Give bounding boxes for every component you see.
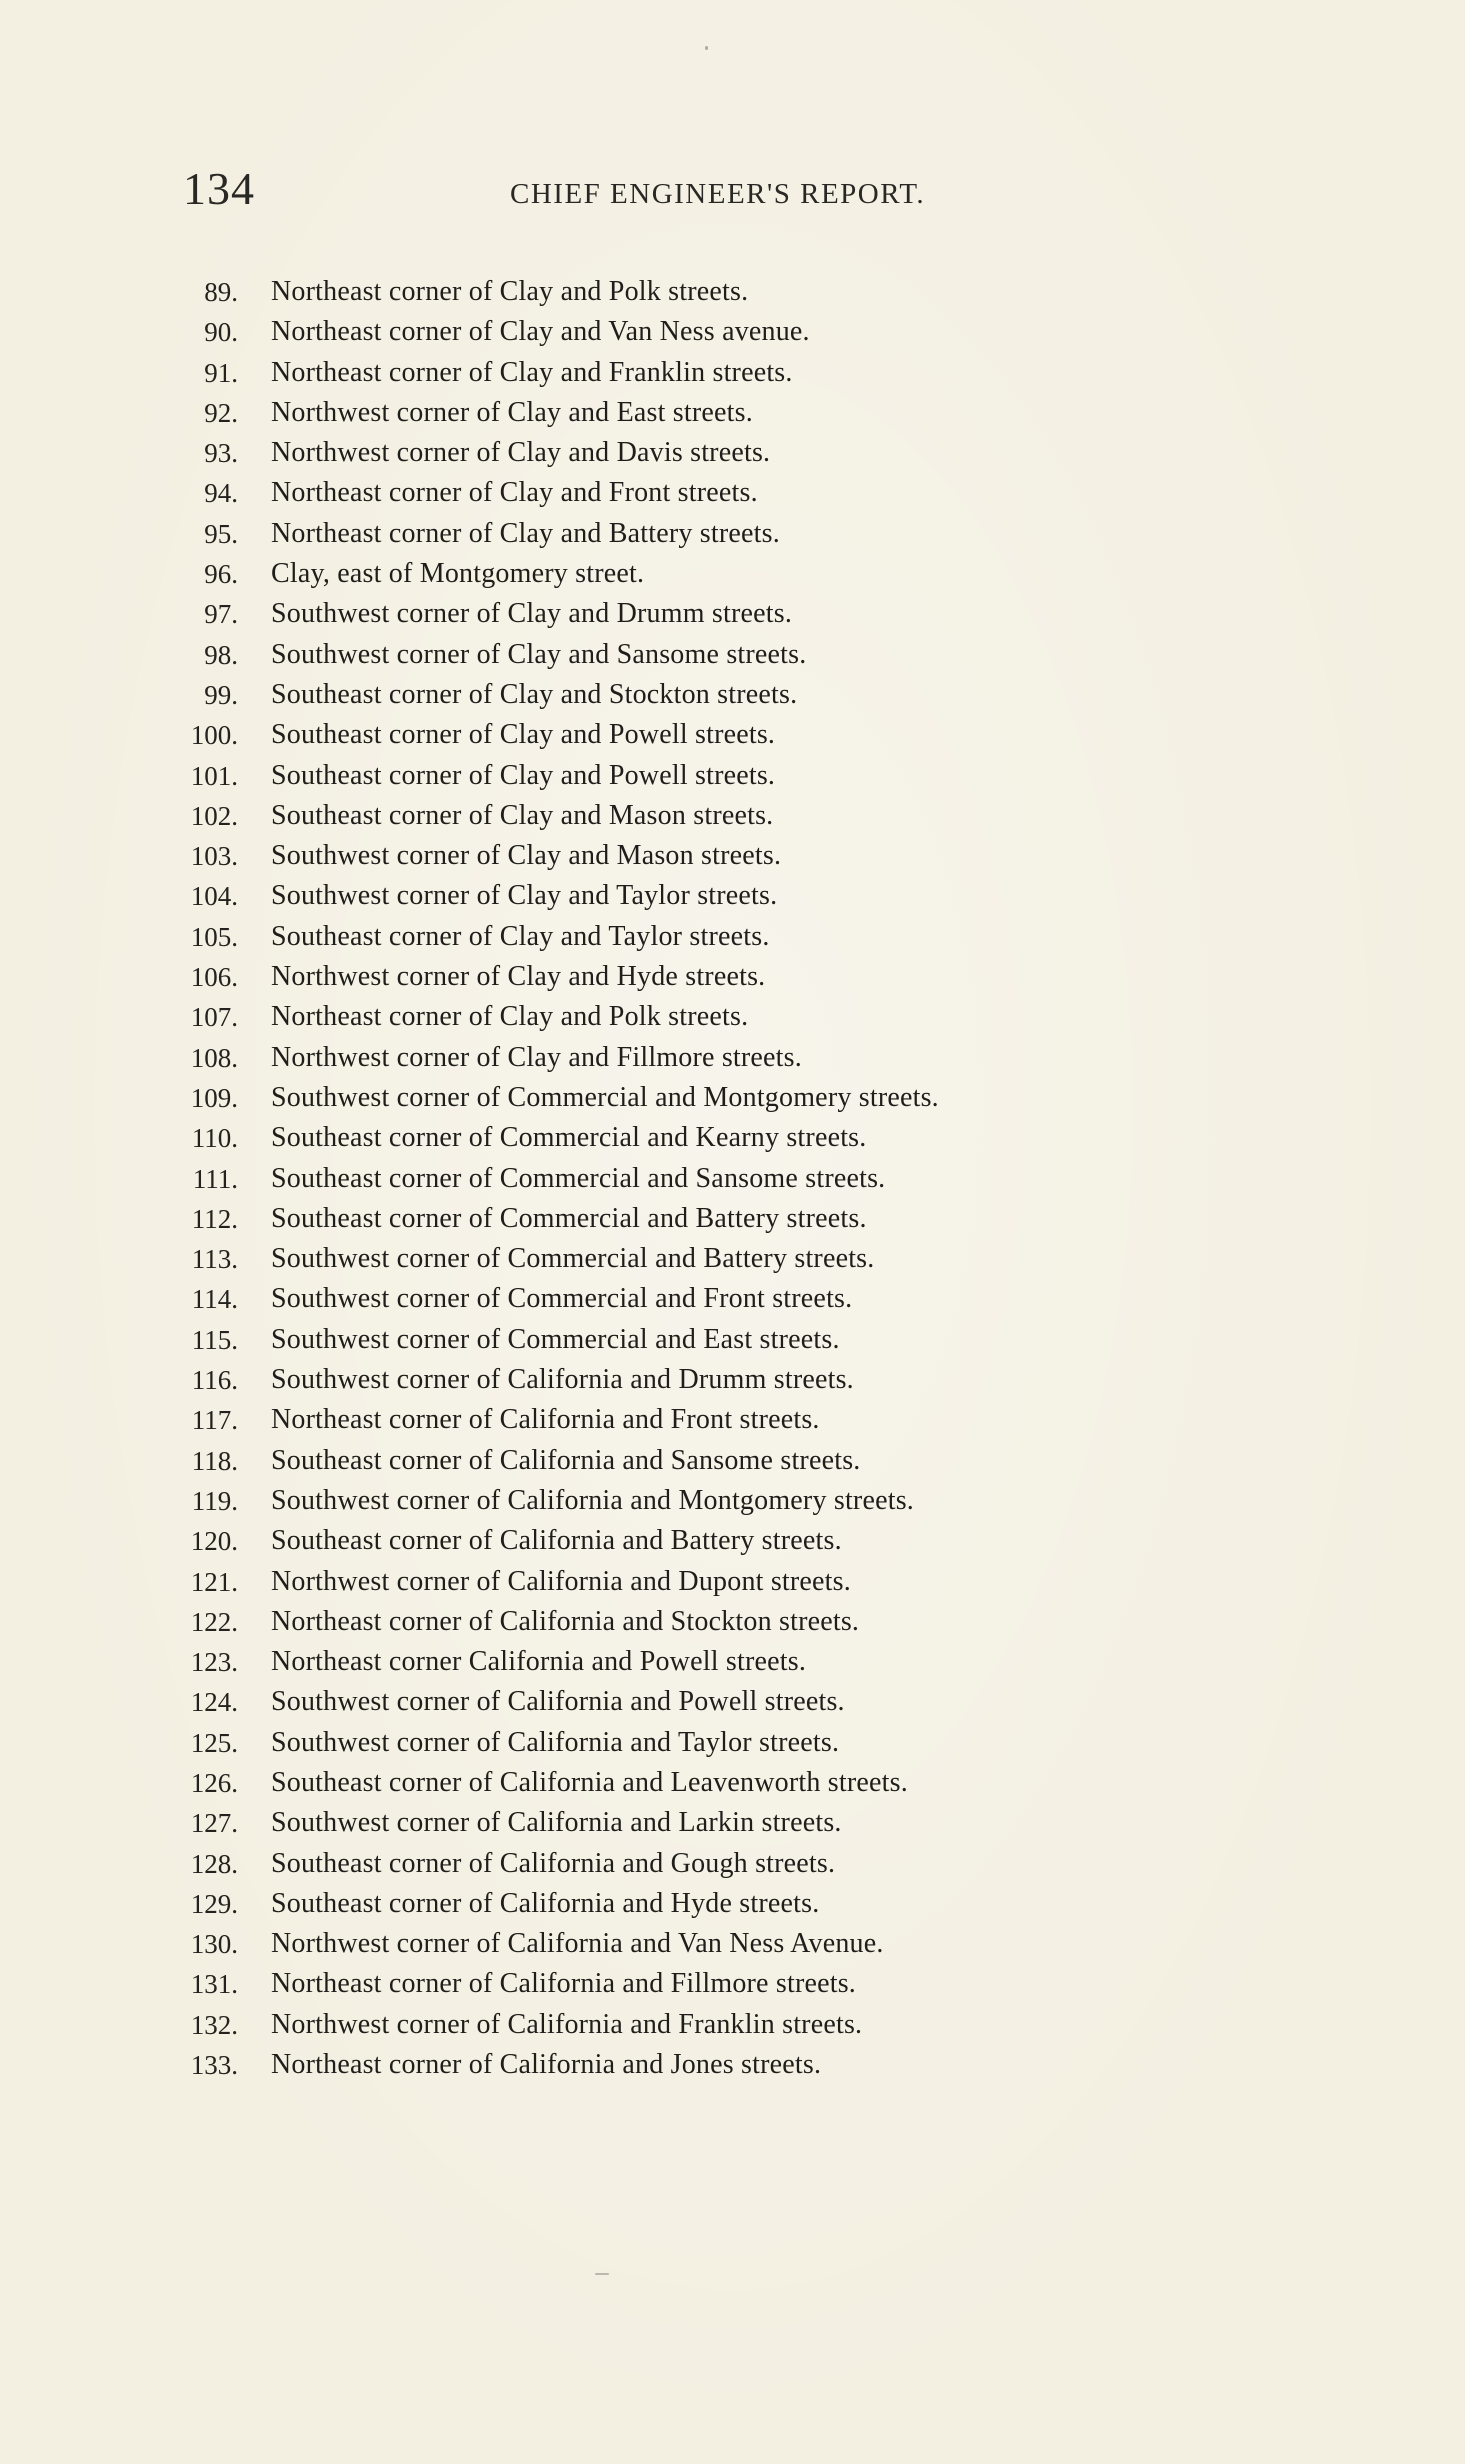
list-item	[150, 1159, 1150, 1199]
entry-number: 113.	[191, 1244, 238, 1275]
entry-text: Northwest corner of Clay and East streets.	[271, 396, 753, 428]
entry-text: Southeast corner of Commercial and Kearny streets.	[271, 1122, 867, 1154]
list-item	[150, 1682, 1150, 1722]
list-item	[150, 756, 1150, 796]
entry-number: 133.	[190, 2050, 238, 2081]
entry-number: 128.	[190, 1848, 238, 1879]
entry-text: Southeast corner of Clay and Mason streets.	[271, 799, 774, 831]
entry-text: Southwest corner of Commercial and East streets.	[271, 1323, 840, 1355]
entry-number: 132.	[190, 2009, 238, 2040]
list-item	[150, 594, 1150, 634]
entry-text: Northeast corner of California and Jones streets.	[271, 2049, 822, 2081]
ink-speck	[705, 46, 708, 50]
list-item	[150, 1078, 1150, 1118]
entry-text: Clay, east of Montgomery street.	[271, 558, 645, 590]
entry-number: 103.	[190, 841, 238, 872]
list-item	[150, 1400, 1150, 1440]
entry-text: Southeast corner of Commercial and Sansome streets.	[271, 1162, 886, 1194]
entry-number: 130.	[190, 1929, 238, 1960]
list-item	[150, 433, 1150, 473]
list-item	[150, 272, 1150, 312]
entry-text: Southeast corner of Clay and Powell streets.	[271, 759, 776, 791]
entry-text: Southeast corner of Commercial and Battery streets.	[271, 1202, 867, 1234]
entry-number: 127.	[190, 1808, 238, 1839]
list-item	[150, 1441, 1150, 1481]
list-item	[150, 1481, 1150, 1521]
entry-text: Southeast corner of California and Leavenworth streets.	[271, 1766, 908, 1798]
entry-number: 122.	[190, 1606, 238, 1637]
entry-text: Southeast corner of Clay and Stockton streets.	[271, 678, 798, 710]
entry-text: Southwest corner of Clay and Taylor streets.	[271, 880, 778, 912]
entry-text: Northeast corner of California and Fillmore streets.	[271, 1968, 857, 2000]
entry-text: Northeast corner of Clay and Front streets.	[271, 477, 758, 509]
list-item	[150, 1924, 1150, 1964]
entry-text: Northwest corner of Clay and Davis streets.	[271, 437, 771, 469]
list-item	[150, 312, 1150, 352]
entry-text: Northwest corner of Clay and Hyde streets.	[271, 961, 766, 993]
list-item	[150, 554, 1150, 594]
entry-number: 104.	[190, 881, 238, 912]
entry-text: Southwest corner of Clay and Drumm streets.	[271, 598, 793, 630]
entry-text: Northeast corner of Clay and Polk streets.	[271, 1001, 749, 1033]
entry-number: 107.	[190, 1002, 238, 1033]
entry-number: 101.	[190, 760, 238, 791]
entry-number: 93.	[204, 438, 238, 469]
entry-text: Northeast corner of Clay and Polk streets.	[271, 276, 749, 307]
list-item	[150, 635, 1150, 675]
page-number: 134	[183, 163, 255, 214]
entry-number: 119.	[191, 1485, 238, 1516]
entry-text: Southwest corner of Clay and Sansome streets.	[271, 638, 807, 670]
list-item	[150, 1562, 1150, 1602]
entry-text: Southeast corner of California and Sansome streets.	[271, 1444, 861, 1476]
entry-number: 108.	[190, 1042, 238, 1073]
entry-number: 91.	[204, 357, 238, 388]
list-item	[150, 393, 1150, 433]
entry-number: 100.	[190, 720, 238, 751]
list-item	[150, 1763, 1150, 1803]
list-item	[150, 1239, 1150, 1279]
entry-number: 120.	[190, 1526, 238, 1557]
entry-text: Southwest corner of California and Powell streets.	[271, 1686, 845, 1718]
list-item	[150, 1844, 1150, 1884]
entry-text: Southwest corner of California and Larkin streets.	[271, 1807, 842, 1839]
entry-number: 116.	[191, 1365, 238, 1396]
entry-text: Northwest corner of California and Franklin streets.	[271, 2008, 863, 2040]
entry-text: Southwest corner of Commercial and Front streets.	[271, 1283, 853, 1315]
list-item	[150, 353, 1150, 393]
entry-text: Southeast corner of Clay and Powell streets.	[271, 719, 776, 751]
entry-number: 109.	[190, 1082, 238, 1113]
entry-number: 117.	[191, 1405, 238, 1436]
entry-text: Northeast corner of Clay and Van Ness avenue.	[271, 316, 810, 348]
entry-number: 96.	[204, 559, 238, 590]
ink-speck	[595, 2273, 609, 2275]
entry-number: 123.	[190, 1647, 238, 1678]
entry-number: 125.	[190, 1727, 238, 1758]
list-item	[150, 473, 1150, 513]
list-item	[150, 917, 1150, 957]
entry-text: Southwest corner of California and Montgomery streets.	[271, 1484, 914, 1516]
entry-number: 90.	[204, 317, 238, 348]
list-item	[150, 2005, 1150, 2045]
entry-text: Southeast corner of California and Battery streets.	[271, 1525, 842, 1557]
entry-text: Northwest corner of California and Dupont streets.	[271, 1565, 851, 1597]
entry-number: 95.	[204, 518, 238, 549]
list-item	[150, 1964, 1150, 2004]
list-item	[150, 715, 1150, 755]
entry-number: 110.	[191, 1123, 238, 1154]
entry-number: 129.	[190, 1888, 238, 1919]
entry-number: 97.	[204, 599, 238, 630]
list-item	[150, 1320, 1150, 1360]
list-item	[150, 836, 1150, 876]
list-item	[150, 1279, 1150, 1319]
entry-text: Southeast corner of Clay and Taylor streets.	[271, 920, 770, 952]
entry-number: 99.	[204, 679, 238, 710]
entry-list	[150, 272, 1150, 2085]
entry-number: 105.	[190, 921, 238, 952]
entry-number: 111.	[192, 1163, 238, 1194]
list-item	[150, 997, 1150, 1037]
entry-number: 131.	[190, 1969, 238, 2000]
list-item	[150, 2045, 1150, 2085]
list-item	[150, 1723, 1150, 1763]
list-item	[150, 675, 1150, 715]
entry-text: Southwest corner of California and Taylor streets.	[271, 1726, 840, 1758]
entry-number: 118.	[191, 1445, 238, 1476]
entry-text: Northeast corner of Clay and Franklin streets.	[271, 356, 793, 388]
entry-text: Northeast corner of California and Stockton streets.	[271, 1605, 860, 1637]
page-header	[183, 162, 1013, 222]
list-item	[150, 514, 1150, 554]
entry-text: Northwest corner of California and Van Ness Avenue.	[271, 1928, 884, 1960]
list-item	[150, 1602, 1150, 1642]
entry-number: 98.	[204, 639, 238, 670]
entry-text: Northwest corner of Clay and Fillmore streets.	[271, 1041, 802, 1073]
entry-number: 112.	[191, 1203, 238, 1234]
entry-number: 115.	[191, 1324, 238, 1355]
entry-text: Southwest corner of Clay and Mason streets.	[271, 840, 782, 872]
entry-text: Southwest corner of California and Drumm streets.	[271, 1364, 854, 1396]
list-item	[150, 876, 1150, 916]
entry-number: 106.	[190, 962, 238, 993]
entry-text: Northeast corner of California and Front streets.	[271, 1404, 820, 1436]
entry-number: 102.	[190, 800, 238, 831]
entry-text: Southeast corner of California and Hyde streets.	[271, 1887, 820, 1919]
entry-number: 121.	[190, 1566, 238, 1597]
running-title: CHIEF ENGINEER'S REPORT.	[510, 178, 926, 210]
entry-text: Southwest corner of Commercial and Montgomery streets.	[271, 1081, 939, 1113]
list-item	[150, 957, 1150, 997]
entry-text: Southeast corner of California and Gough streets.	[271, 1847, 836, 1879]
entry-text: Northeast corner California and Powell streets.	[271, 1646, 807, 1678]
entry-number: 126.	[190, 1767, 238, 1798]
entry-number: 92.	[204, 397, 238, 428]
list-item	[150, 1642, 1150, 1682]
list-item	[150, 1360, 1150, 1400]
list-item	[150, 796, 1150, 836]
entry-number: 114.	[191, 1284, 238, 1315]
list-item	[150, 1038, 1150, 1078]
list-item	[150, 1199, 1150, 1239]
list-item	[150, 1521, 1150, 1561]
entry-number: 94.	[204, 478, 238, 509]
entry-number: 89.	[204, 277, 238, 307]
list-item	[150, 1884, 1150, 1924]
entry-text: Northeast corner of Clay and Battery streets.	[271, 517, 780, 549]
list-item	[150, 1118, 1150, 1158]
entry-text: Southwest corner of Commercial and Battery streets.	[271, 1243, 875, 1275]
entry-number: 124.	[190, 1687, 238, 1718]
list-item	[150, 1803, 1150, 1843]
